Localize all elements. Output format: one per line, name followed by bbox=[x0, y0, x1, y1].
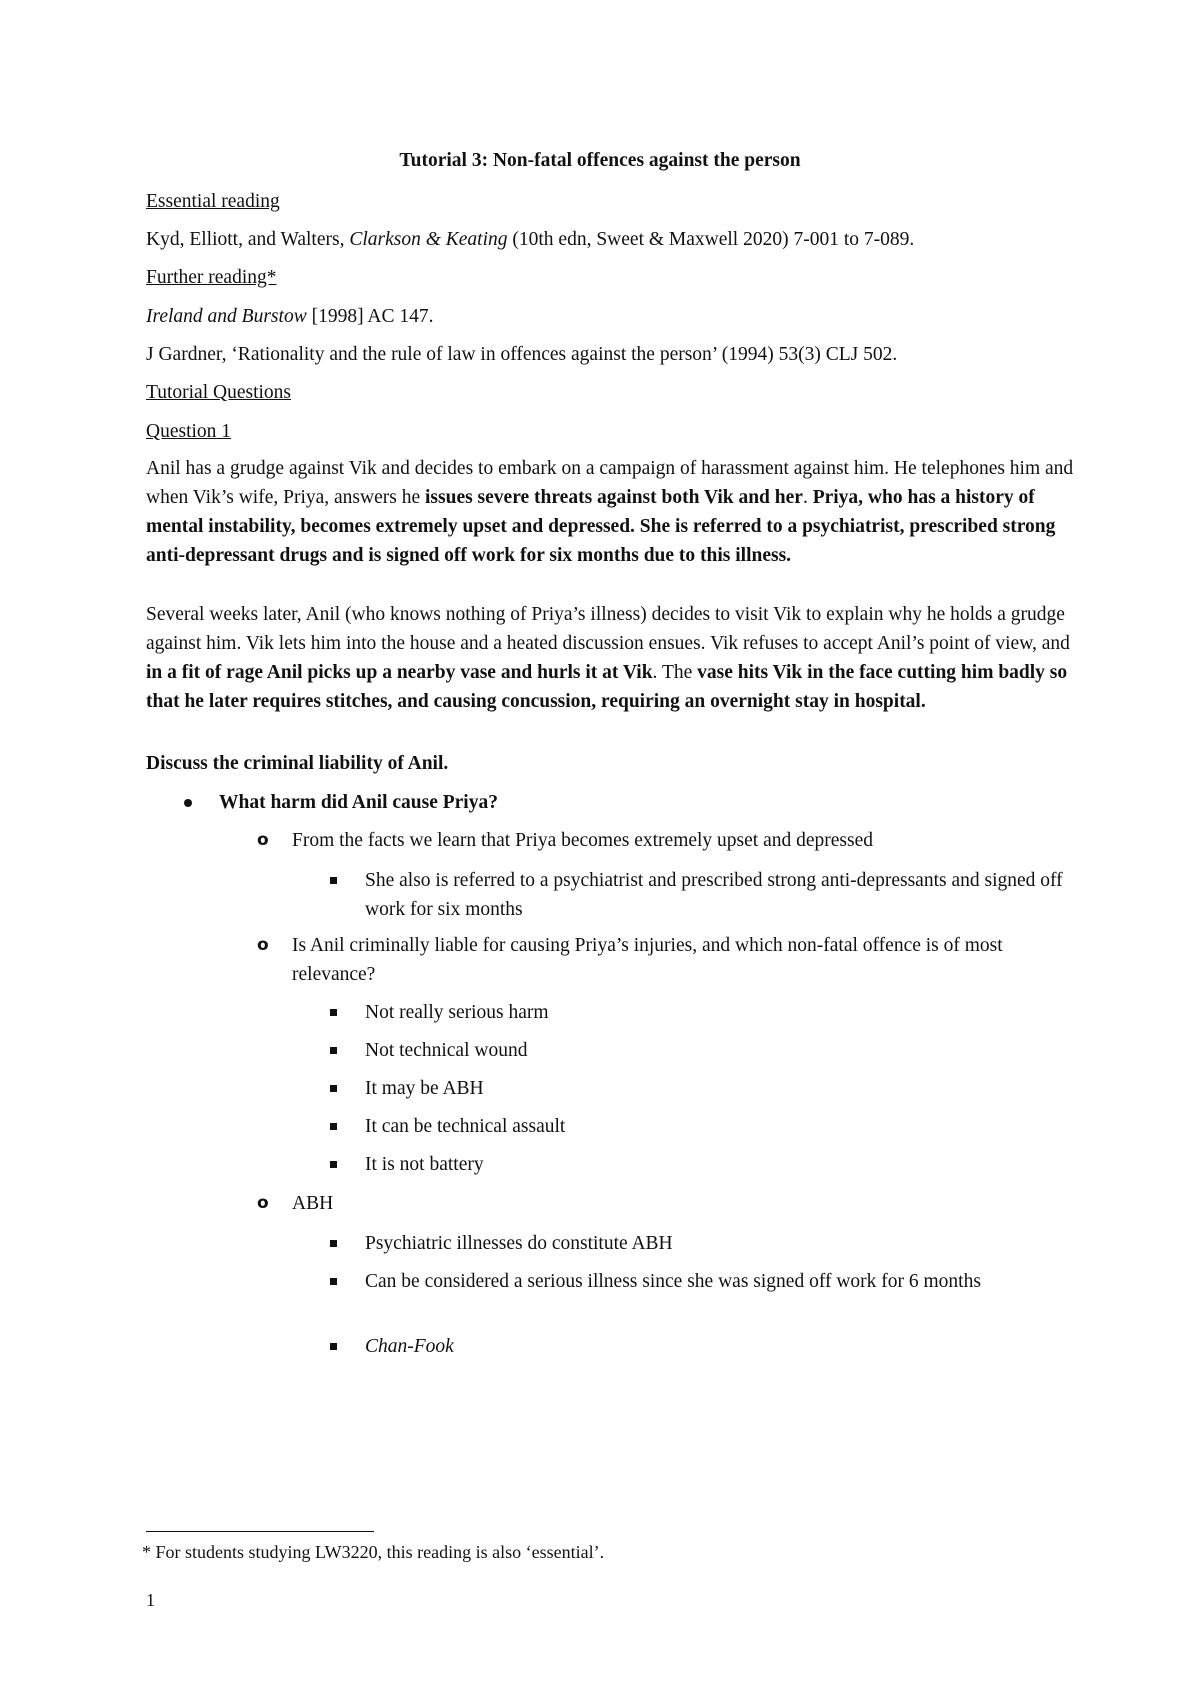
para2-text-1: Several weeks later, Anil (who knows nothing of Priya’s illness) decides to visit Vik to explain why he holds a grudge against him. Vik lets him into the house and a heated discussion ensues. Vik refuses to accept Anil’s point of view, and bbox=[146, 604, 1070, 654]
list-item-text: What harm did Anil cause Priya? bbox=[219, 792, 498, 813]
bullet-dot-icon bbox=[184, 799, 192, 807]
list-item-text: It may be ABH bbox=[365, 1078, 484, 1099]
bullet-square-icon bbox=[330, 1240, 337, 1247]
para2-bold-1: in a fit of rage Anil picks up a nearby vase and hurls it at Vik bbox=[146, 662, 653, 683]
bullet-circle-icon: o bbox=[257, 830, 269, 850]
bullet-square-icon bbox=[330, 1161, 337, 1168]
question-1-paragraph-1 bbox=[146, 454, 1076, 570]
bullet-circle-icon: o bbox=[257, 1193, 269, 1213]
list-item-text: From the facts we learn that Priya becomes extremely upset and depressed bbox=[292, 830, 874, 851]
bullet-square-icon bbox=[330, 1085, 337, 1092]
list-item-level-2 bbox=[257, 1189, 1072, 1218]
list-item-level-3 bbox=[365, 1332, 1065, 1361]
essential-reading-work: Clarkson & Keating bbox=[349, 229, 508, 250]
list-item-level-3 bbox=[365, 1150, 1065, 1179]
list-item-level-3 bbox=[365, 1074, 1065, 1103]
list-item-text: ABH bbox=[292, 1193, 334, 1214]
further-reading-case bbox=[146, 302, 1071, 331]
essential-reading-entry bbox=[146, 225, 1071, 254]
list-item-text: Not technical wound bbox=[365, 1040, 528, 1061]
footnote: * For students studying LW3220, this reading is also ‘essential’. bbox=[142, 1542, 605, 1562]
list-item-level-2 bbox=[257, 826, 1072, 855]
bullet-square-icon bbox=[330, 877, 337, 884]
essential-reading-heading: Essential reading bbox=[146, 191, 280, 212]
case-citation: [1998] AC 147. bbox=[306, 306, 434, 327]
list-item-text: Chan-Fook bbox=[365, 1336, 454, 1357]
tutorial-questions-heading: Tutorial Questions bbox=[146, 382, 292, 403]
para2-text-2: . The bbox=[652, 662, 698, 683]
list-item-level-3 bbox=[365, 998, 1065, 1027]
question-1-instruction: Discuss the criminal liability of Anil. bbox=[146, 753, 449, 774]
para1-text-1: Anil has a grudge against Vik and decides to embark on a campaign of harassment against him. He telephones him and when Vik’s wife, Priya, answers he bbox=[146, 458, 1074, 508]
para1-text-2: . bbox=[802, 487, 813, 508]
essential-reading-authors: Kyd, Elliott, and Walters, bbox=[146, 229, 350, 250]
list-item-level-3 bbox=[365, 1112, 1065, 1141]
bullet-square-icon bbox=[330, 1047, 337, 1054]
list-item-text: Not really serious harm bbox=[365, 1002, 549, 1023]
further-reading-article: J Gardner, ‘Rationality and the rule of law in offences against the person’ (1994) 53(3) CLJ 502. bbox=[146, 344, 898, 365]
list-item-text: She also is referred to a psychiatrist and prescribed strong anti-depressants and signed off work for six months bbox=[365, 870, 1063, 920]
bullet-circle-icon: o bbox=[257, 935, 269, 955]
list-item-text: It can be technical assault bbox=[365, 1116, 566, 1137]
list-item-level-3 bbox=[365, 1229, 1065, 1258]
list-item-level-3 bbox=[365, 1267, 1065, 1296]
list-item-level-3 bbox=[365, 1036, 1065, 1065]
further-reading-heading: Further reading* bbox=[146, 267, 277, 288]
page-title: Tutorial 3: Non-fatal offences against the person bbox=[399, 150, 801, 171]
bullet-square-icon bbox=[330, 1009, 337, 1016]
list-item-level-2 bbox=[257, 931, 1072, 989]
list-item-level-1 bbox=[219, 788, 1059, 817]
list-item-text: Can be considered a serious illness since she was signed off work for 6 months bbox=[365, 1271, 981, 1292]
question-1-heading: Question 1 bbox=[146, 421, 232, 442]
question-1-paragraph-2 bbox=[146, 600, 1076, 716]
bullet-square-icon bbox=[330, 1123, 337, 1130]
list-item-text: Is Anil criminally liable for causing Priya’s injuries, and which non-fatal offence is of most relevance? bbox=[292, 935, 1003, 985]
list-item-text: Psychiatric illnesses do constitute ABH bbox=[365, 1233, 673, 1254]
footnote-separator bbox=[146, 1531, 374, 1532]
para2-bold-2: vase hits Vik in the face cutting him badly so that he later requires stitches, and causing concussion, requiring an overnight stay in hospital. bbox=[146, 662, 1068, 712]
bullet-square-icon bbox=[330, 1343, 337, 1350]
list-item-text: It is not battery bbox=[365, 1154, 484, 1175]
case-name: Ireland and Burstow bbox=[146, 306, 307, 327]
para1-bold-2: Priya, who has a history of mental instability, becomes extremely upset and depressed. She is referred to a psychiatrist, prescribed strong anti-depressant drugs and is signed off work for six months due to this illness. bbox=[146, 487, 1056, 566]
essential-reading-details: (10th edn, Sweet & Maxwell 2020) 7-001 to 7-089. bbox=[507, 229, 915, 250]
bullet-square-icon bbox=[330, 1278, 337, 1285]
para1-bold-1: issues severe threats against both Vik and her bbox=[425, 487, 803, 508]
page-number: 1 bbox=[146, 1590, 155, 1610]
list-item-level-3 bbox=[365, 866, 1065, 924]
